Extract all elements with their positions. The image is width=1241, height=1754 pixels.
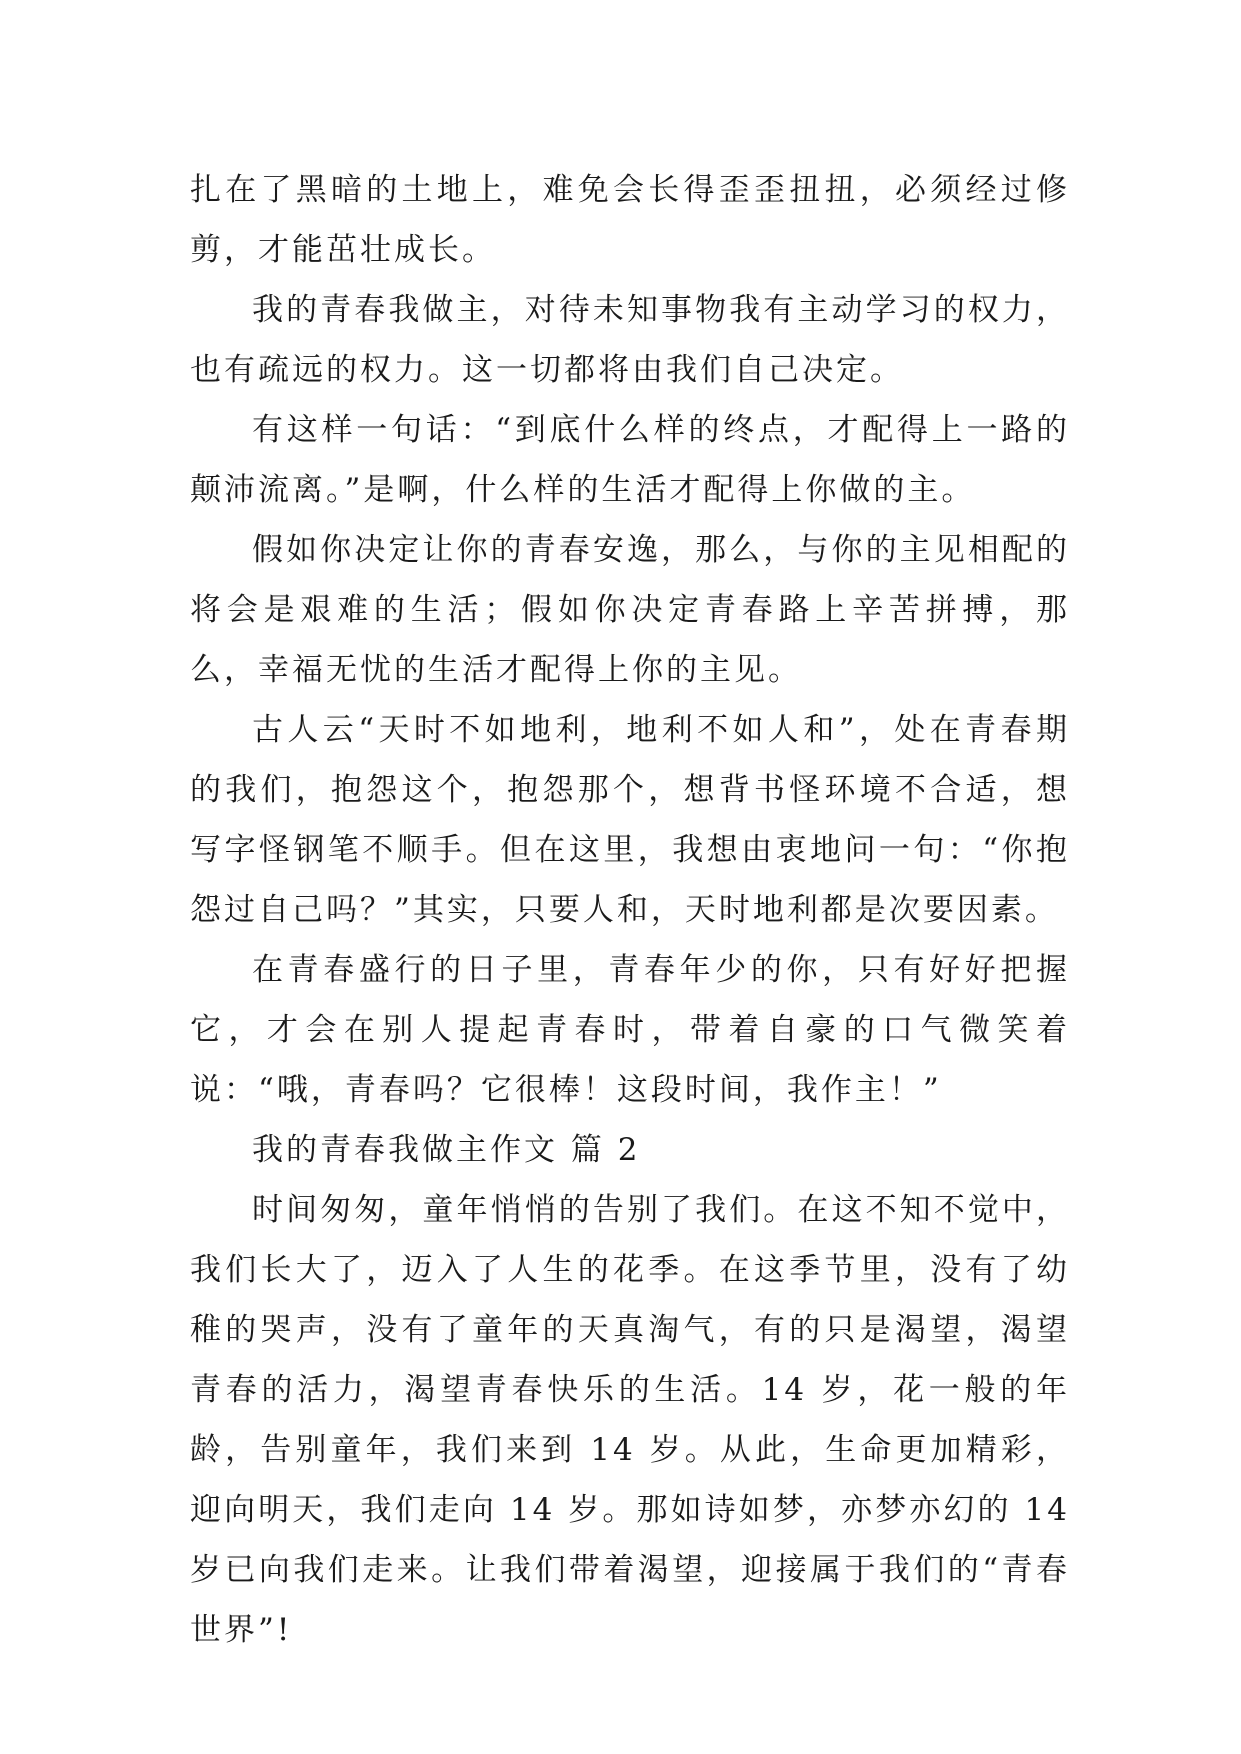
paragraph-1: 扎在了黑暗的土地上，难免会长得歪歪扭扭，必须经过修剪，才能茁壮成长。 (190, 172, 1070, 268)
paragraph-3: 有这样一句话：“到底什么样的终点，才配得上一路的颠沛流离。”是啊，什么样的生活才配得上你做的主。 (190, 412, 1070, 508)
paragraph-7: 时间匆匆，童年悄悄的告别了我们。在这不知不觉中，我们长大了，迈入了人生的花季。在这季节里，没有了幼稚的哭声，没有了童年的天真淘气，有的只是渴望，渴望青春的活力，渴望青春快乐的生活。14 岁，花一般的年龄，告别童年，我们来到 14 岁。从此，生命更加精彩，迎向明天，我们走向 14 岁。那如诗如梦，亦梦亦幻的 14 岁已向我们走来。让我们带着渴望，迎接属于我们的“青春世界”! (190, 1192, 1070, 1648)
paragraph-6: 在青春盛行的日子里，青春年少的你，只有好好把握它，才会在别人提起青春时，带着自豪的口气微笑着说：“哦，青春吗？它很棒！这段时间，我作主！” (190, 952, 1070, 1108)
section-heading: 我的青春我做主作文 篇 2 (252, 1132, 641, 1168)
document-body (190, 160, 1070, 1660)
paragraph-2: 我的青春我做主，对待未知事物我有主动学习的权力，也有疏远的权力。这一切都将由我们自己决定。 (190, 292, 1070, 388)
paragraph-4: 假如你决定让你的青春安逸，那么，与你的主见相配的将会是艰难的生活；假如你决定青春路上辛苦拼搏，那么，幸福无忧的生活才配得上你的主见。 (190, 532, 1070, 688)
paragraph-5: 古人云“天时不如地利，地利不如人和”，处在青春期的我们，抱怨这个，抱怨那个，想背书怪环境不合适，想写字怪钢笔不顺手。但在这里，我想由衷地问一句：“你抱怨过自己吗？”其实，只要人和，天时地利都是次要因素。 (190, 712, 1070, 928)
